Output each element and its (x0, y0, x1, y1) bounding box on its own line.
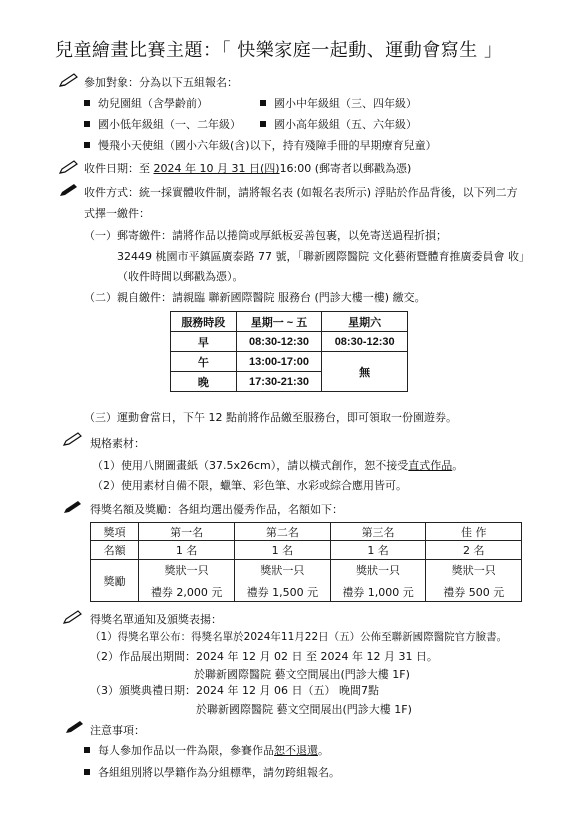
period-cell: 晚 (171, 372, 237, 392)
announce-item-2: （2）作品展出期間：2024 年 12 月 02 日 至 2024 年 12 月 31 日。 (90, 650, 438, 663)
row-label: 名額 (91, 541, 139, 560)
quota-cell: 1 名 (234, 541, 330, 560)
pen-icon (62, 609, 84, 625)
time-cell: 08:30-12:30 (236, 332, 322, 352)
time-cell: 13:00-17:00 (236, 352, 322, 372)
announce-item-2b: 於聯新國際醫院 藝文空間展出(門診大樓 1F) (194, 668, 410, 681)
collection-line2: 式擇一繳件： (84, 207, 150, 220)
group-item: 國小中年級組（三、四年級） (260, 97, 417, 111)
table-header: 獎項 (91, 523, 139, 541)
table-header: 第二名 (234, 523, 330, 541)
materials-item-2: （2）使用素材自備不限，蠟筆、彩色筆、水彩或綜合應用皆可。 (92, 479, 407, 492)
table-header: 星期六 (322, 312, 408, 332)
table-header: 第一名 (139, 523, 235, 541)
materials-heading: 規格素材： (90, 437, 145, 450)
pen-icon (58, 159, 80, 175)
prizes-heading: 得獎名額及獎勵：各組均選出優秀作品，名額如下： (90, 503, 343, 516)
group-item: 國小高年級組（五、六年級） (260, 118, 417, 132)
notes-item-2: 各組組別將以學籍作為分組標準，請勿跨組報名。 (84, 766, 340, 780)
announce-item-3: （3）頒獎典禮日期：2024 年 12 月 06 日（五） 晚間7點 (90, 684, 379, 697)
table-header: 星期一 ~ 五 (236, 312, 322, 332)
pen-filled-icon (58, 182, 80, 198)
reward-cell: 獎狀一只 禮券 1,500 元 (234, 560, 330, 602)
inperson-method: （二）親自繳件：請親臨 聯新國際醫院 服務台 (門診大樓一樓) 繳交。 (84, 291, 426, 304)
saturday-closed-cell: 無 (322, 352, 408, 392)
deadline-date: 2024 年 10 月 31 日(四) (153, 162, 280, 175)
materials-item-1: （1）使用八開圖畫紙（37.5x26cm），請以橫式創作，恕不接受直式作品。 (92, 459, 464, 472)
announce-heading: 得獎名單通知及頒獎表揚： (90, 613, 222, 626)
deadline-line: 收件日期：至 2024 年 10 月 31 日(四)16:00 (郵寄者以郵戳為憑) (84, 162, 412, 175)
group-item: 慢飛小天使組（國小六年級(含)以下，持有殘障手冊的早期療育兒童） (84, 139, 437, 153)
announce-item-3b: 於聯新國際醫院 藝文空間展出(門診大樓 1F) (196, 703, 412, 716)
pen-icon (58, 72, 80, 88)
pen-icon (62, 431, 84, 447)
reward-cell: 獎狀一只 禮券 2,000 元 (139, 560, 235, 602)
reward-cell: 獎狀一只 禮券 1,000 元 (330, 560, 426, 602)
group-item: 國小低年級組（一、二年級） (84, 118, 241, 132)
table-header: 服務時段 (171, 312, 237, 332)
pen-filled-icon (64, 719, 86, 735)
mail-address: 32449 桃園市平鎮區廣泰路 77 號，「聯新國際醫院 文化藝術暨體育推廣委員會 收」 (117, 250, 530, 263)
collection-line1: 收件方式：統一採實體收件制，請將報名表 (如報名表所示) 浮貼於作品背後，以下列二方 (84, 186, 518, 199)
quota-cell: 2 名 (426, 541, 522, 560)
prize-table (90, 522, 522, 602)
quota-cell: 1 名 (330, 541, 426, 560)
group-item: 幼兒園組（含學齡前） (84, 97, 208, 111)
time-cell: 08:30-12:30 (322, 332, 408, 352)
mail-note: （收件時間以郵戳為憑）。 (117, 270, 244, 283)
notes-heading: 注意事項： (90, 724, 145, 737)
reward-cell: 獎狀一只 禮券 500 元 (426, 560, 522, 602)
announce-item-1: （1）得獎名單公布：得獎名單於2024年11月22日（五）公佈至聯新國際醫院官方臉書。 (90, 631, 508, 643)
time-cell: 17:30-21:30 (236, 372, 322, 392)
participants-heading: 參加對象：分為以下五組報名： (84, 76, 238, 89)
period-cell: 午 (171, 352, 237, 372)
page-title: 兒童繪畫比賽主題：「 快樂家庭一起動、運動會寫生 」 (55, 40, 503, 61)
mail-method: （一）郵寄繳件：請將作品以捲筒或厚紙板妥善包裹，以免寄送過程折損； (84, 229, 447, 242)
notes-item-1: 每人參加作品以一件為限，參賽作品恕不退還。 (84, 744, 329, 758)
onsite-method: （三）運動會當日，下午 12 點前將作品繳至服務台，即可領取一份園遊券。 (84, 411, 457, 424)
row-label: 獎勵 (91, 560, 139, 602)
quota-cell: 1 名 (139, 541, 235, 560)
period-cell: 早 (171, 332, 237, 352)
table-header: 佳 作 (426, 523, 522, 541)
pen-filled-icon (62, 499, 84, 515)
service-hours-table (170, 311, 408, 392)
table-header: 第三名 (330, 523, 426, 541)
